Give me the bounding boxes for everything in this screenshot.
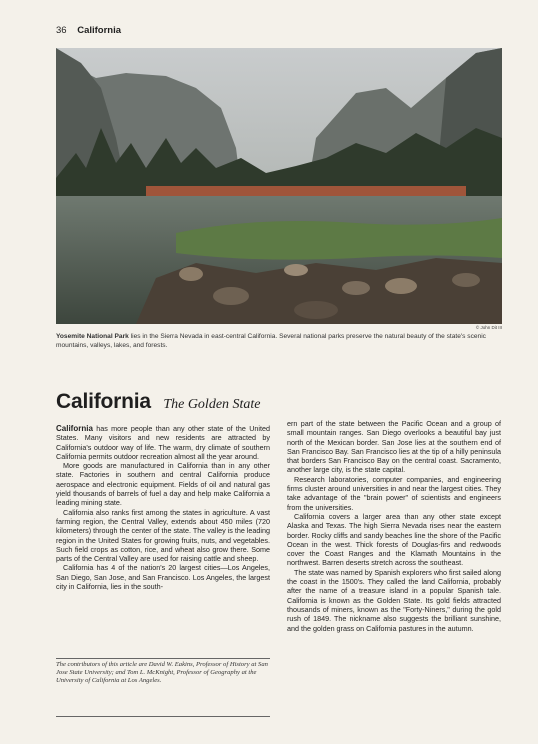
contributors-footnote: The contributors of this article are David W. Eakins, Professor of History at San Jose State University; and Tom L. McKnight, Professor of Geography at the University of California at Los Angeles. [56,658,270,685]
paragraph: California also ranks first among the states in agriculture. A vast farming region, the Central Valley, extends about 450 miles (720 kilometers) through the center of the state. The valley is the leading region in the United States for growing fruits, nuts, and vegetables. Such field crops as cotton, rice, and wheat also grow there. Some parts of the Central Valley are used for raising cattle and sheep. [56,507,271,564]
yosemite-photo [56,48,502,324]
paragraph: ern part of the state between the Pacific Ocean and a group of small mountain ranges. San Diego overlooks a beautiful bay just north of the Mexican border. San Jose lies at the southern end of San Francisco Bay. San Francisco lies at the tip of a hilly peninsula that borders San Francisco Bay on the central coast. Sacramento, another large city, is the state capital. [287,419,501,475]
caption-text: lies in the Sierra Nevada in east-central California. Several national parks preserve the natural beauty of the state's scenic mountains, valleys, lakes, and forests. [56,333,486,349]
paragraph: Research laboratories, computer companies, and engineering firms cluster around universities in and near the largest cities. They take advantage of the "brain power" of scientists and engineers from the universities. [287,474,501,512]
running-header [56,25,121,36]
page-number: 36 [56,25,67,36]
left-column [56,424,270,591]
section-title: California [77,25,122,36]
paragraph: More goods are manufactured in California than in any other state. Factories in southern and central California produce aerospace and electronic equipment. Fields of oil and natural gas yield thousands of barrels of fuel a day and help make California a leading mining state. [56,461,270,508]
article-title-row [56,390,261,414]
article-title: California [56,390,151,413]
photo-credit: © John Dit III [475,325,502,330]
article-subtitle: The Golden State [163,397,261,412]
photo-caption [56,333,486,350]
paragraph: California covers a larger area than any other state except Alaska and Texas. The high Sierra Nevada rises near the eastern border. Rocky cliffs and sandy beaches line the shore of the Pacific Ocean in the west. Thick forests of Douglas-firs and redwoods cover the Coast Ranges and the Klamath Mountains in the northwest. Barren deserts stretch across the southeast. [287,511,501,568]
lead-word: California [56,424,93,433]
footnote-rule [56,716,270,717]
paragraph: California has more people than any other state of the United States. Many visitors and new residents are attracted by California's outdoor way of life. The warm, dry climate of southern California permits outdoor recreation almost all the year around. [56,424,270,461]
paragraph: California has 4 of the nation's 20 largest cities—Los Angeles, San Diego, San Jose, and San Francisco. Los Angeles, the largest city in California, lies in the south- [56,563,270,592]
paragraph: The state was named by Spanish explorers who first sailed along the coast in the 1500's. They called the land California, probably after the name of a treasure island in a popular Spanish tale. California is known as the Golden State. Its gold fields attracted thousands of miners, known as the "Forty-Niners," during the gold rush of 1849. The nickname also suggests the brilliant sunshine, and the golden grass on California pastures in the autumn. [287,567,501,633]
caption-title: Yosemite National Park [56,333,129,340]
right-column [287,419,501,633]
